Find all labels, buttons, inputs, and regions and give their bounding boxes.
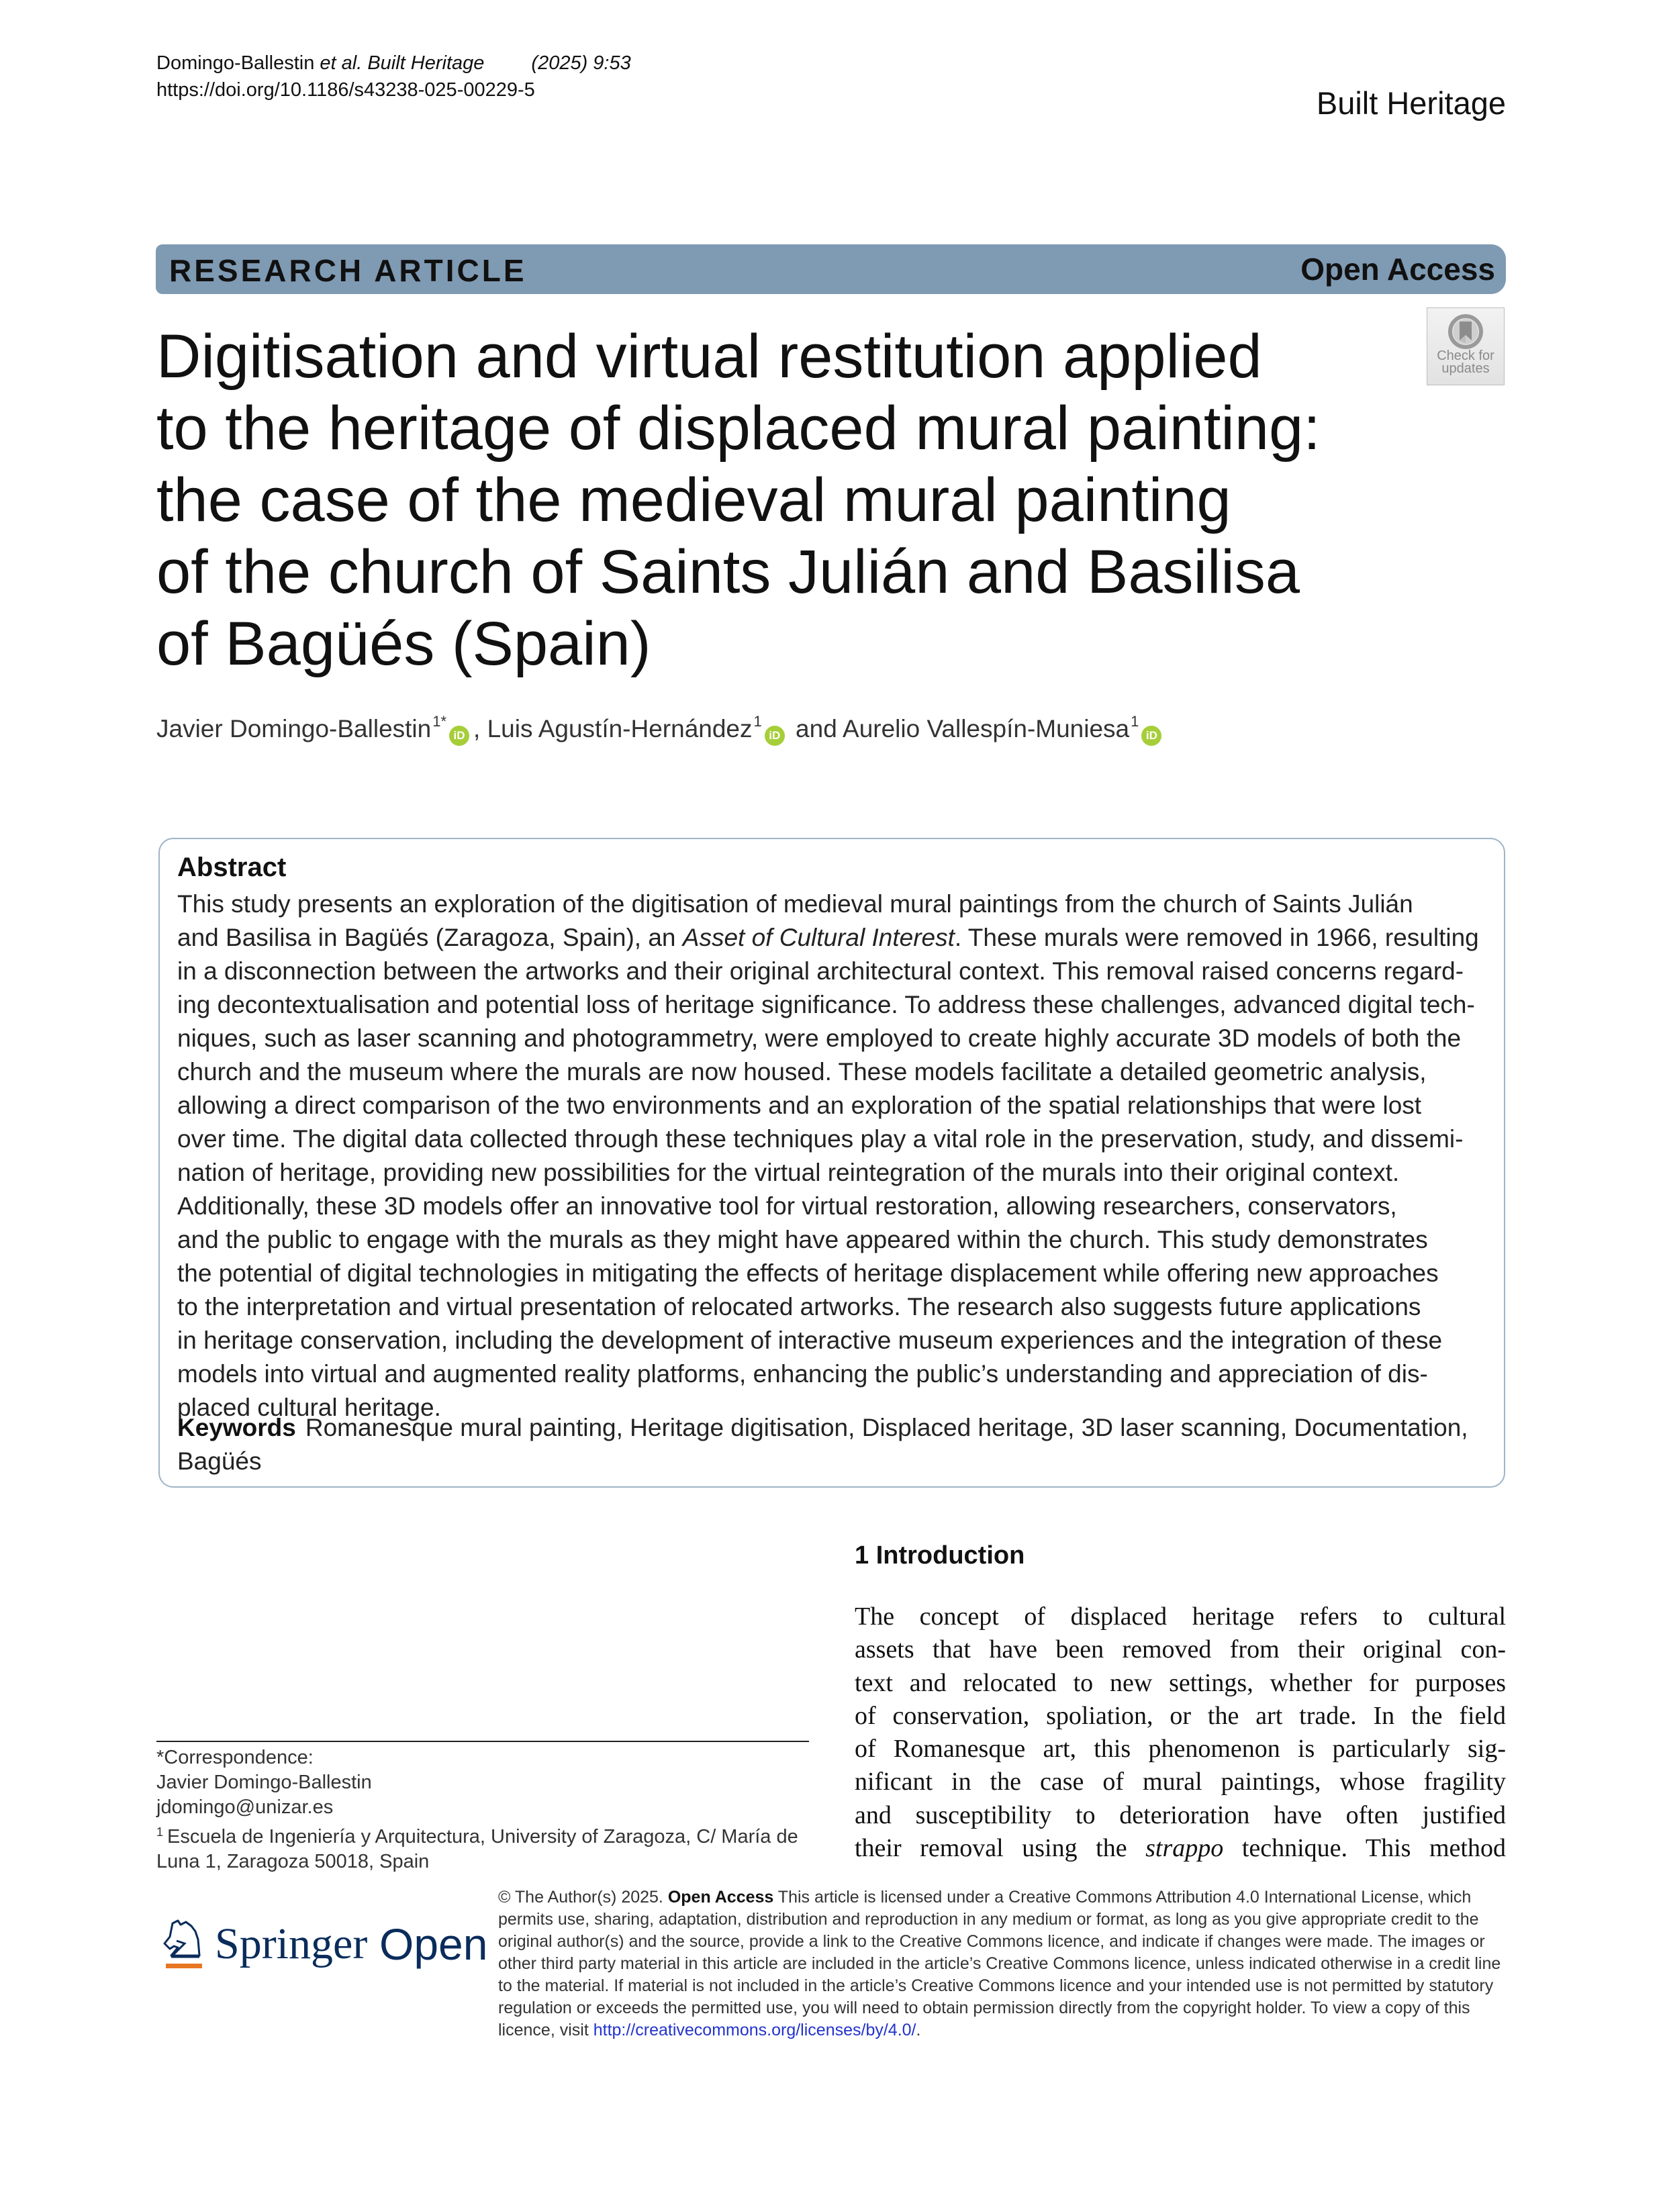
journal-name: Built Heritage (1316, 85, 1506, 121)
asset-of-cultural-interest: Asset of Cultural Interest (682, 924, 955, 951)
license-url-link[interactable]: http://creativecommons.org/licenses/by/4.0/ (593, 2021, 916, 2039)
introduction-body (855, 1600, 1506, 1865)
springer-open-logo (158, 1917, 488, 1970)
springer-horse-icon (158, 1917, 211, 1970)
strappo-term: strappo (1145, 1834, 1224, 1863)
license-line: original author(s) and the source, provide a link to the Creative Commons licence, and indicate if changes were made. The images or (498, 1932, 1485, 1951)
affiliation-continued: Luna 1, Zaragoza 50018, Spain (156, 1851, 430, 1872)
title-line: the case of the medieval mural painting (156, 466, 1231, 534)
check-for-label: Check for (1437, 348, 1494, 363)
logo-word-open: Open (379, 1919, 488, 1969)
affiliation-marker: 1* (432, 713, 447, 730)
author-separator: , (473, 715, 487, 742)
author-short: Domingo-Ballestin (156, 52, 315, 74)
author-name[interactable]: Aurelio Vallespín-Muniesa (843, 715, 1130, 742)
orcid-icon[interactable]: iD (449, 726, 469, 746)
body-line: text and relocated to new settings, whether for purposes (855, 1668, 1506, 1697)
abstract-line: to the interpretation and virtual presentation of relocated artworks. The research also suggests future applications (177, 1293, 1421, 1320)
correspondence-block (156, 1745, 814, 1874)
body-line: assets that have been removed from their original con- (855, 1635, 1506, 1664)
abstract-line: This study presents an exploration of the digitisation of medieval mural paintings from the church of Saints Julián (177, 890, 1413, 918)
orcid-icon[interactable]: iD (1141, 726, 1161, 746)
keywords-label: Keywords (177, 1414, 296, 1441)
open-access-bold: Open Access (667, 1888, 774, 1907)
article-type-label: RESEARCH ARTICLE (169, 253, 527, 288)
license-line: to the material. If material is not included in the article’s Creative Commons licence and your intended use is not permitted by statutory (498, 1976, 1494, 1995)
body-line: and susceptibility to deterioration have often justified (855, 1800, 1506, 1829)
body-line: nificant in the case of mural paintings, whose fragility (855, 1768, 1506, 1796)
title-line: of Bagüés (Spain) (156, 610, 651, 678)
article-type-banner (156, 244, 1506, 294)
affiliation: $^1$ Escuela de Ingeniería y Arquitectura, University of Zaragoza, C/ María de (156, 1825, 798, 1847)
abstract-line: models into virtual and augmented reality platforms, enhancing the public’s understanding and appreciation of dis- (177, 1360, 1428, 1388)
check-for-updates-button[interactable] (1427, 307, 1505, 385)
author-list (156, 705, 1166, 746)
year-volume: (2025) 9:53 (531, 52, 631, 74)
abstract-line: Additionally, these 3D models offer an innovative tool for virtual restoration, allowing researchers, conservators, (177, 1192, 1397, 1220)
keywords-list: Romanesque mural painting, Heritage digitisation, Displaced heritage, 3D laser scanning, Documentation, (305, 1414, 1468, 1441)
updates-label: updates (1441, 361, 1490, 376)
abstract-line: over time. The digital data collected through these techniques play a vital role in the preservation, study, and dissemi- (177, 1125, 1464, 1153)
journal-italic: Built Heritage (367, 52, 485, 74)
abstract-line: niques, such as laser scanning and photogrammetry, were employed to create highly accurate 3D models of both the (177, 1024, 1462, 1052)
correspondence-name: Javier Domingo-Ballestin (156, 1772, 372, 1793)
author-name[interactable]: Luis Agustín-Hernández (487, 715, 753, 742)
body-line: of conservation, spoliation, or the art trade. In the field (855, 1701, 1506, 1730)
article-title (156, 321, 1419, 680)
title-line: Digitisation and virtual restitution applied (156, 322, 1262, 391)
abstract-line: and Basilisa in Bagüés (Zaragoza, Spain), an Asset of Cultural Interest. These murals were removed in 1966, resulting (177, 924, 1479, 951)
abstract-line: and the public to engage with the murals as they might have appeared within the church. This study demonstrates (177, 1226, 1428, 1253)
keywords-list-continued: Bagüés (177, 1447, 262, 1475)
title-line: of the church of Saints Julián and Basilisa (156, 538, 1300, 606)
abstract-line: allowing a direct comparison of the two environments and an exploration of the spatial relationships that were lost (177, 1092, 1422, 1119)
open-access-label: Open Access (1300, 252, 1495, 287)
abstract-heading: Abstract (177, 853, 287, 882)
abstract-line: nation of heritage, providing new possibilities for the virtual reintegration of the murals into their original context. (177, 1159, 1400, 1186)
abstract-line: in a disconnection between the artworks and their original architectural context. This removal raised concerns regard- (177, 957, 1464, 985)
abstract-line: the potential of digital technologies in mitigating the effects of heritage displacement while offering new approaches (177, 1259, 1439, 1287)
orcid-icon[interactable]: iD (765, 726, 785, 746)
footnote-divider (156, 1741, 809, 1742)
doi-link[interactable]: https://doi.org/10.1186/s43238-025-00229-5 (156, 79, 535, 101)
citation-line (156, 50, 631, 77)
correspondence-label: *Correspondence: (156, 1747, 314, 1768)
et-al: et al. (320, 52, 363, 74)
license-notice: © The Author(s) 2025. Open Access This article is licensed under a Creative Commons Attribution 4.0 International License, which permits use, sharing, adaptation, distribution and reproduction in any medium or format, as long as you give appropriate credit to the original author(s) and the source, provide a link to the Creative Commons licence, and indicate if changes were made. The images or other third party material in this article are included in the article’s Creative Commons licence, unless indicated otherwise in a credit line to the material. If material is not included in the article’s Creative Commons licence and your intended use is not permitted by statutory regulation or exceeds the permitted use, you will need to obtain permission directly from the copyright holder. To view a copy of this licence, visit http://creativecommons.org/licenses/by/4.0/. (498, 1886, 1512, 2041)
abstract-line: in heritage conservation, including the development of interactive museum experiences and the integration of these (177, 1327, 1443, 1354)
license-line: regulation or exceeds the permitted use, you will need to obtain permission directly from the copyright holder. To view a copy of this (498, 1999, 1470, 2017)
title-line: to the heritage of displaced mural painting: (156, 394, 1321, 463)
keywords (177, 1411, 1493, 1478)
author-separator: and (788, 715, 843, 742)
section-heading-introduction: 1 Introduction (855, 1541, 1025, 1570)
abstract-body (177, 887, 1493, 1425)
author-name[interactable]: Javier Domingo-Ballestin (156, 715, 432, 742)
bookmark-ring-icon (1447, 314, 1484, 350)
running-head (156, 50, 631, 103)
abstract-line: ing decontextualisation and potential loss of heritage significance. To address these challenges, advanced digital tech- (177, 991, 1475, 1018)
body-line: The concept of displaced heritage refers to cultural (855, 1602, 1506, 1631)
body-line: their removal using the strappo technique. This method (855, 1834, 1506, 1863)
abstract-line: church and the museum where the murals are now housed. These models facilitate a detailed geometric analysis, (177, 1058, 1427, 1086)
body-line: of Romanesque art, this phenomenon is particularly sig- (855, 1735, 1506, 1764)
correspondence-email[interactable]: jdomingo@unizar.es (156, 1796, 334, 1818)
affiliation-marker: 1 (753, 713, 762, 730)
license-line: other third party material in this article are included in the article’s Creative Commons licence, unless indicated otherwise in a credit line (498, 1954, 1501, 1973)
abstract-line: placed cultural heritage. (177, 1394, 441, 1421)
logo-word-springer: Springer (215, 1919, 368, 1968)
license-line: permits use, sharing, adaptation, distribution and reproduction in any medium or format, as long as you give appropriate credit to the (498, 1910, 1479, 1929)
affiliation-marker: 1 (1131, 713, 1139, 730)
